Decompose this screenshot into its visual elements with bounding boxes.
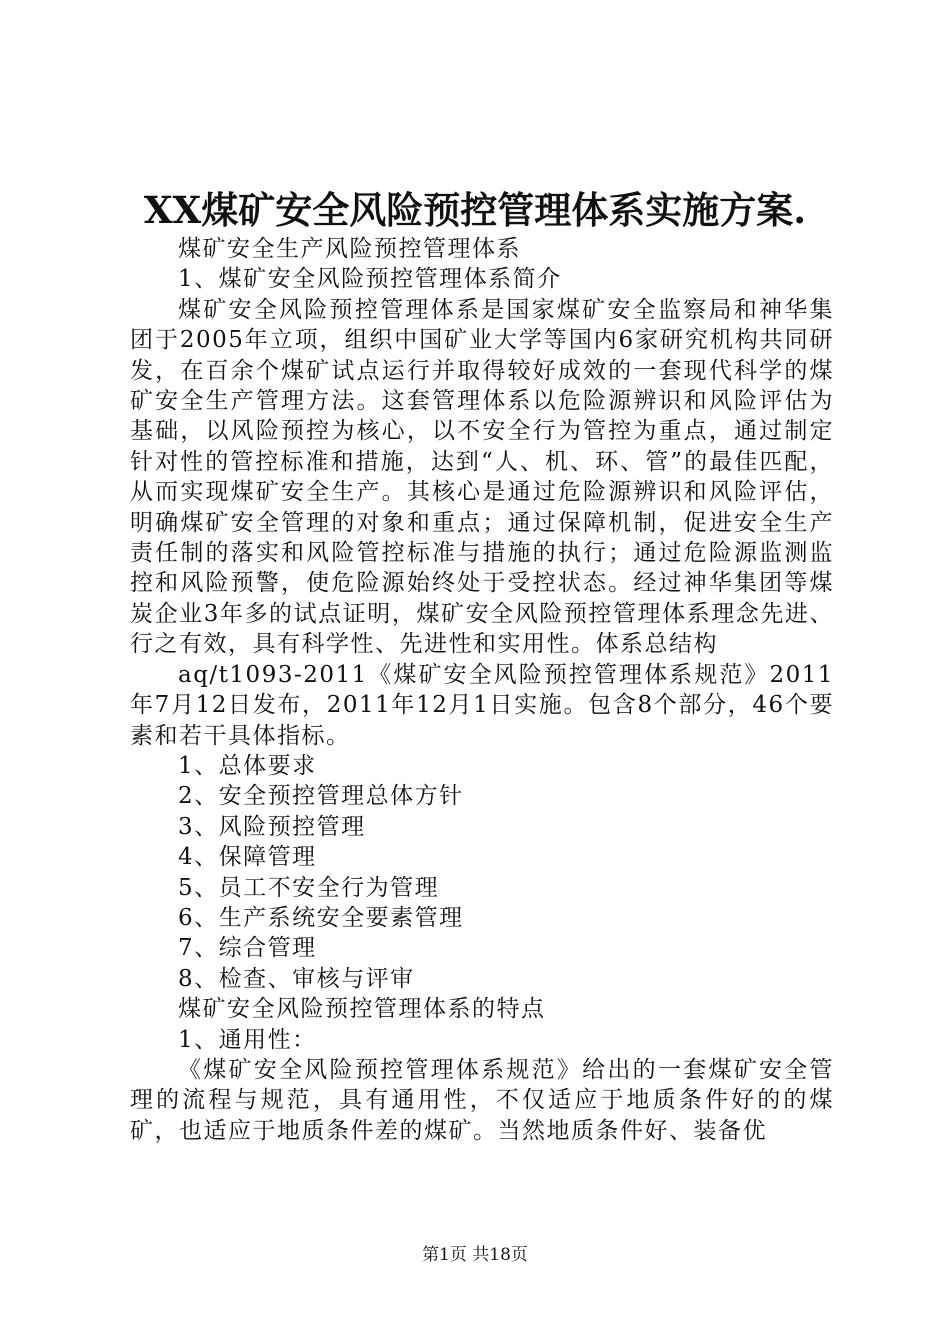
list-item: 5、员工不安全行为管理 xyxy=(178,874,440,901)
body-paragraph: aq/t1093-2011《煤矿安全风险预控管理体系规范》2011年7月12日发布，2011年12月1日实施。包含8个部分，46个要素和若干具体指标。 xyxy=(130,661,834,749)
list-item: 2、安全预控管理总体方针 xyxy=(178,783,464,810)
page-footer: 第1页 共18页 xyxy=(422,1245,528,1265)
list-item: 4、保障管理 xyxy=(178,844,317,871)
list-item: 6、生产系统安全要素管理 xyxy=(178,904,464,931)
list-item: 3、风险预控管理 xyxy=(178,813,366,840)
subsection-heading: 1、通用性： xyxy=(178,1026,317,1053)
section-heading: 煤矿安全生产风险预控管理体系 xyxy=(178,236,521,262)
list-item: 1、总体要求 xyxy=(178,752,317,779)
body-paragraph: 《煤矿安全风险预控管理体系规范》给出的一套煤矿安全管理的流程与规范，具有通用性，不仅适应于地质条件好的的煤矿，也适应于地质条件差的煤矿。当然地质条件好、装备优 xyxy=(130,1056,834,1144)
list-item: 8、检查、审核与评审 xyxy=(178,965,415,992)
document-title: XX煤矿安全风险预控管理体系实施方案. xyxy=(143,188,807,232)
list-item: 7、综合管理 xyxy=(178,935,317,962)
body-paragraph: 煤矿安全风险预控管理体系是国家煤矿安全监察局和神华集团于2005年立项，组织中国矿业大学等国内6家研究机构共同研发，在百余个煤矿试点运行并取得较好成效的一套现代科学的煤矿安全生产管理方法。这套管理体系以危险源辨识和风险评估为基础，以风险预控为核心，以不安全行为管控为重点，通过制定针对性的管控标准和措施，达到“人、机、环、管”的最佳匹配，从而实现煤矿安全生产。其核心是通过危险源辨识和风险评估，明确煤矿安全管理的对象和重点；通过保障机制，促进安全生产责任制的落实和风险管控标准与措施的执行；通过危险源监测监控和风险预警，使危险源始终处于受控状态。经过神华集团等煤炭企业3年多的试点证明，煤矿安全风险预控管理体系理念先进、行之有效，具有科学性、先进性和实用性。体系总结构 xyxy=(130,296,834,658)
document-body xyxy=(130,234,834,1146)
section-heading: 煤矿安全风险预控管理体系的特点 xyxy=(178,996,546,1023)
subsection-heading: 1、煤矿安全风险预控管理体系简介 xyxy=(178,266,562,293)
